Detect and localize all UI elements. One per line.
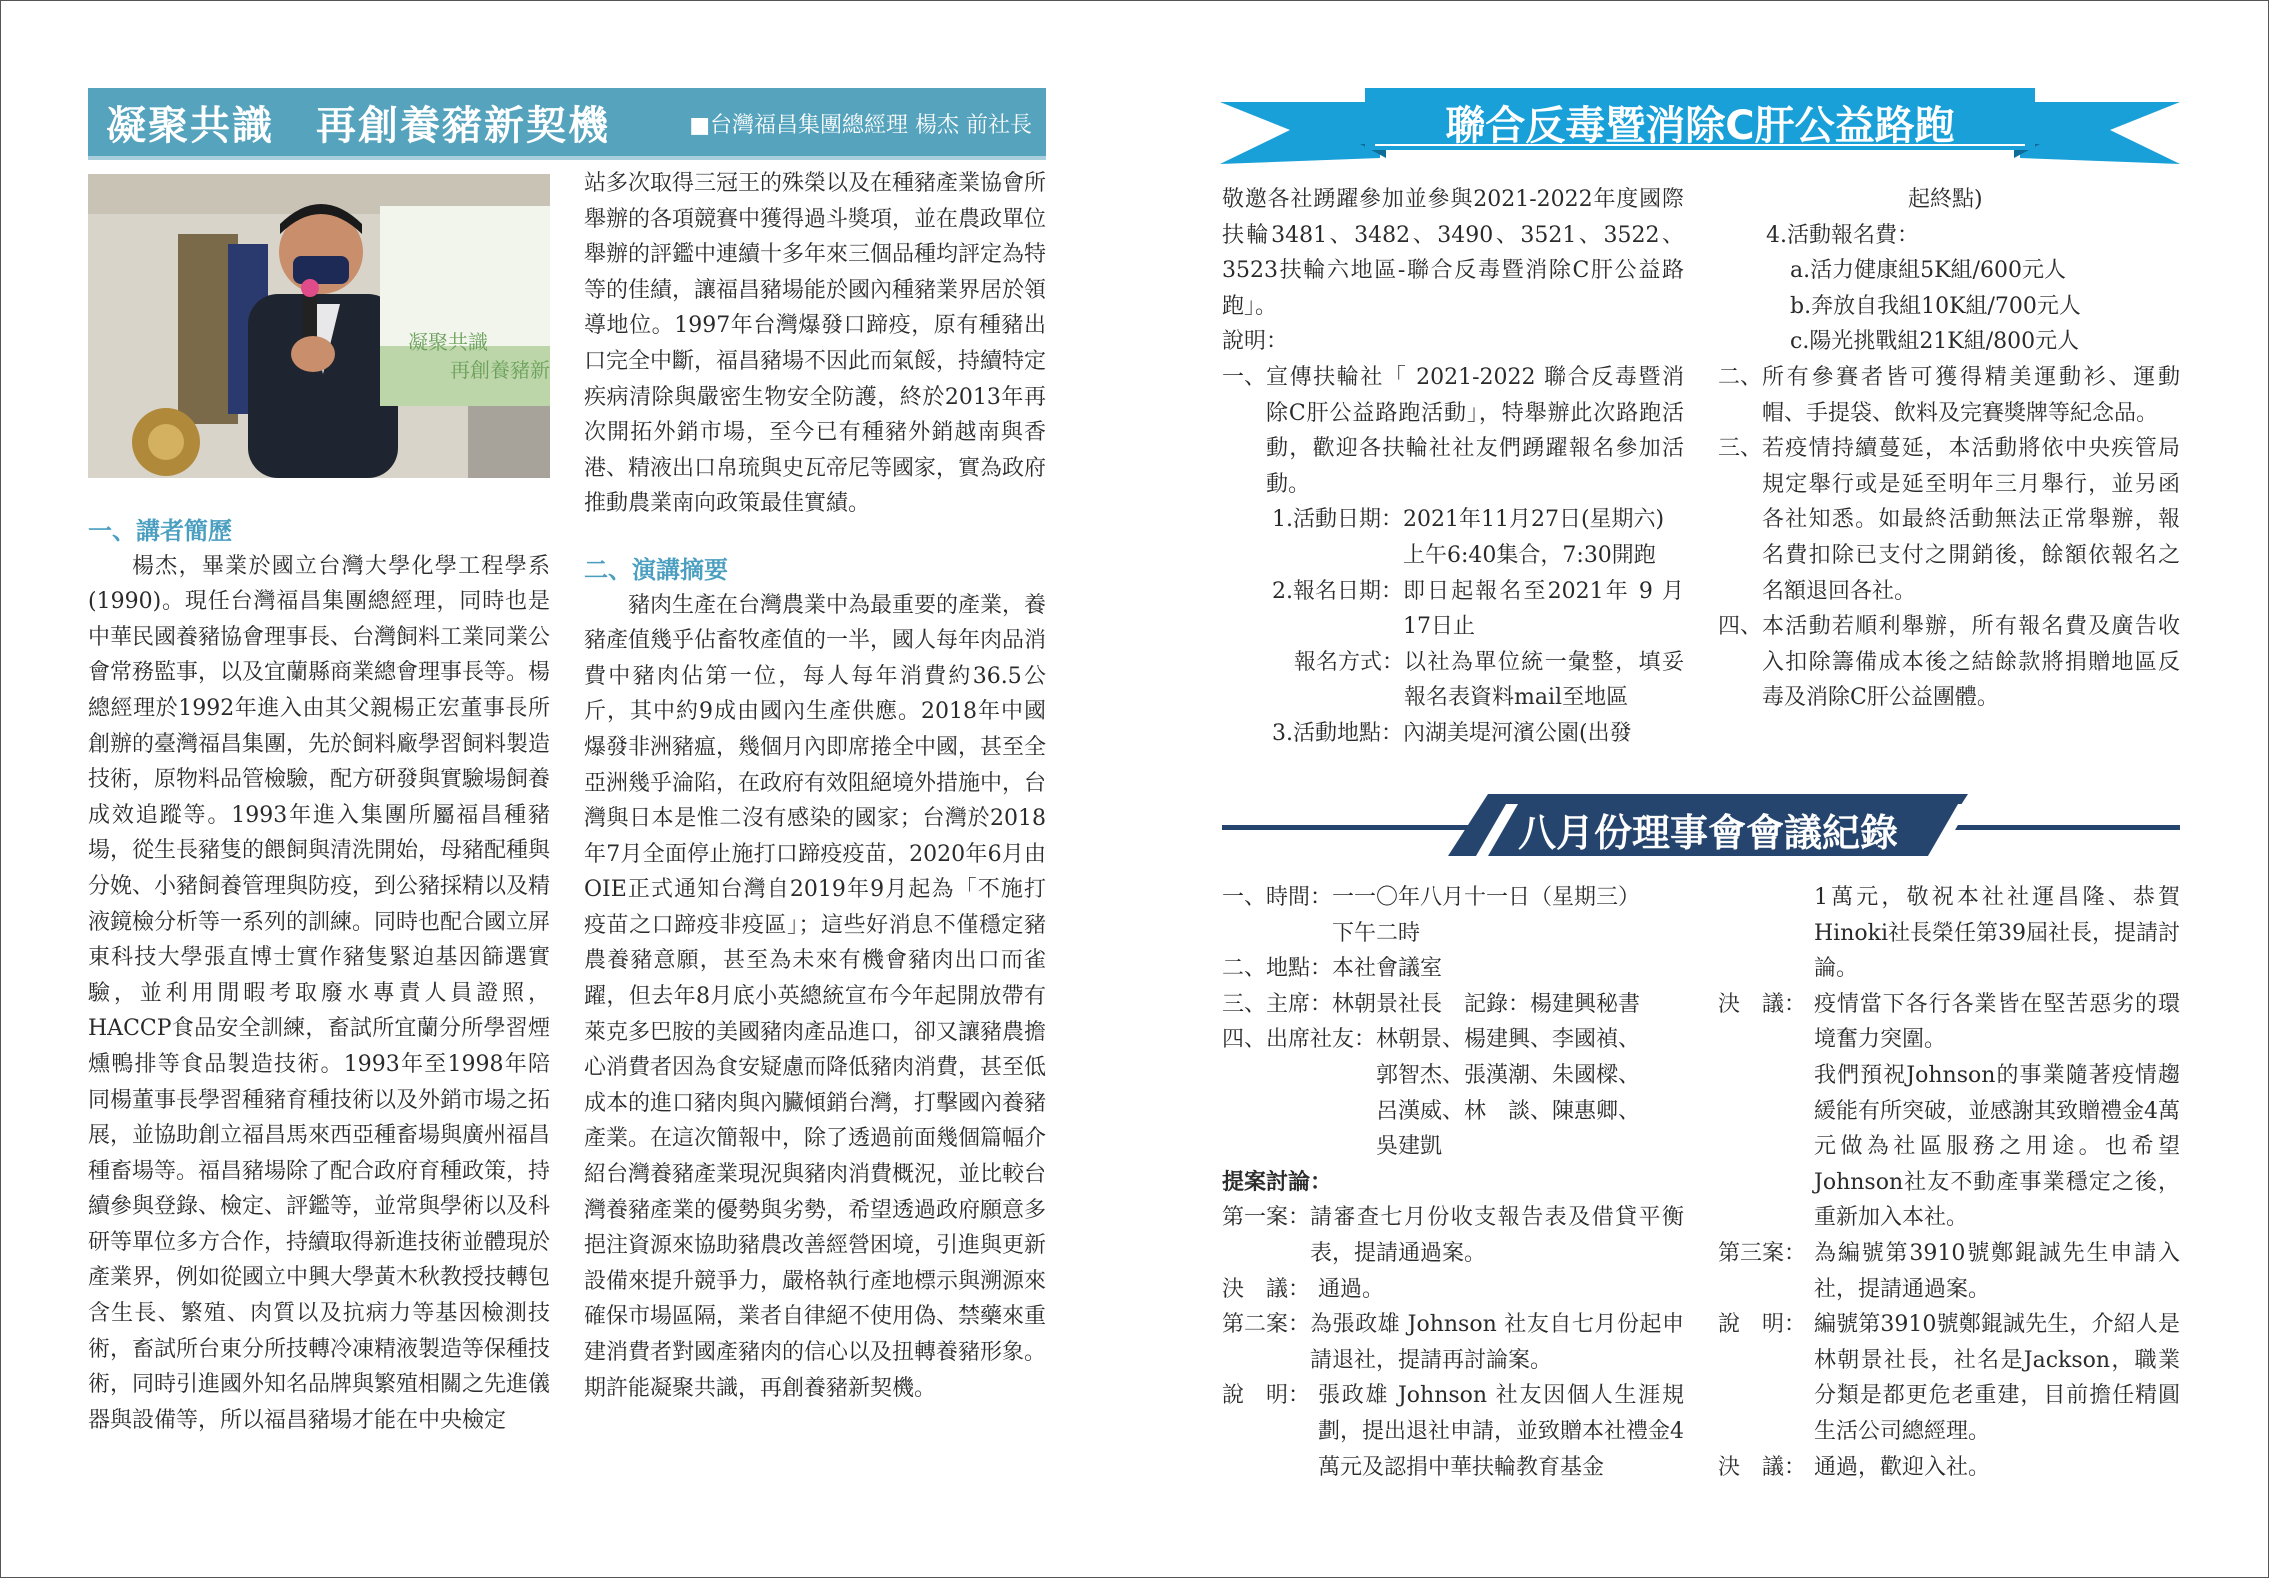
desc3-text: 編號第3910號鄭錕誠先生，介紹人是林朝景社長，社名是Jackson，職業分類是都更危老重建，目前擔任精圓生活公司總經理。 — [1814, 1312, 2180, 1444]
meeting-place-value: 本社會議室 — [1332, 956, 1443, 982]
meeting-column-left — [1222, 880, 1684, 1485]
section-heading-summary: 二、演講摘要 — [584, 554, 728, 584]
run-date-line2: 上午6:40集合，7:30開跑 — [1403, 542, 1656, 568]
run-item3-text: 若疫情持續蔓延，本活動將依中央疾管局規定舉行或是延至明年三月舉行，並另函各社知悉。如最終活動無法正常舉辦，報名費扣除已支付之開銷後，餘額依報名之名額退回各社。 — [1762, 436, 2180, 604]
run-column-right — [1718, 182, 2180, 716]
meeting-attend-line3: 呂漢威、林 談、陳惠卿、 — [1376, 1098, 1641, 1124]
meeting-attend-line1: 林朝景、楊建興、李國禎、 — [1376, 1027, 1641, 1053]
speaker-photo — [88, 174, 550, 478]
article-title-banner — [88, 88, 1046, 160]
run-reg-value: 即日起報名至2021年 9 月17日止 — [1403, 578, 1684, 640]
run-reg-label: 2.報名日期： — [1272, 578, 1403, 604]
res2-text: 疫情當下各行各業皆在堅苦惡劣的環境奮力突圍。 — [1814, 991, 2180, 1053]
meeting-banner — [1448, 794, 1968, 856]
run-item4-text: 本活動若順利舉辦，所有報名費及廣告收入扣除籌備成本後之結餘款將捐贈地區反毒及消除C肝公益團體。 — [1762, 614, 2180, 711]
res3-label: 決 議： — [1718, 1454, 1807, 1480]
case2-text: 為張政雄 Johnson 社友自七月份起申請退社，提請再討論案。 — [1310, 1312, 1684, 1373]
run-method-value: 以社為單位統一彙整，填妥報名表資料mail至地區 — [1404, 649, 1684, 711]
desc2-text: 張政雄 Johnson 社友因個人生涯規劃，提出退社申請，並致贈本社禮金4萬元及認捐中華扶輪教育基金 — [1318, 1383, 1684, 1480]
presentation-screen — [380, 206, 550, 406]
meeting-chair-value: 林朝景社長 記錄：楊建興秘書 — [1332, 991, 1641, 1017]
meeting-time-label: 一、時間： — [1222, 885, 1333, 910]
run-place-value: 內湖美堤河濱公園(出發 — [1403, 720, 1632, 746]
res1-label: 決 議： — [1222, 1276, 1311, 1302]
bio-paragraph-cont: 站多次取得三冠王的殊榮以及在種豬產業協會所舉辦的各項競賽中獲得過斗獎項，並在農政單位舉辦的評鑑中連續十多年來三個品種均評定為特等的佳績，讓福昌豬場能於國內種豬業界居於領導地位。1997年台灣爆發口蹄疫，原有種豬出口完全中斷，福昌豬場不因此而氣餒，持續特定疾病清除與嚴密生物安全防護，終於2013年再次開拓外銷市場，至今已有種豬外銷越南與香港、精液出口帛琉與史瓦帝尼等國家，實為政府推動農業南向政策最佳實績。 — [584, 171, 1047, 517]
run-date-label: 1.活動日期： — [1272, 507, 1403, 533]
case3-label: 第三案： — [1718, 1240, 1807, 1266]
run-item1-num: 一、 — [1222, 364, 1267, 390]
meeting-chair-label: 三、主席： — [1222, 991, 1333, 1017]
run-fee-a: a.活力健康組5K組/600元人 — [1790, 258, 2066, 284]
res3-text: 通過，歡迎入社。 — [1814, 1454, 1991, 1480]
run-item2-num: 二、 — [1718, 364, 1763, 390]
case3-text: 為編號第3910號鄭錕誠先生申請入社，提請通過案。 — [1814, 1240, 2180, 1302]
run-date-line1: 2021年11月27日(星期六) — [1403, 507, 1665, 533]
meeting-proposal-head: 提案討論： — [1222, 1168, 1333, 1195]
meeting-column-right — [1718, 880, 2180, 1485]
run-column-left — [1222, 182, 1684, 752]
run-banner-title: 聯合反毒暨消除C肝公益路跑 — [1445, 103, 1955, 149]
run-fee-b: b.奔放自我組10K組/700元人 — [1790, 293, 2081, 319]
run-desc-label: 說明： — [1222, 329, 1289, 355]
case1-text: 請審查七月份收支報告表及借貸平衡表，提請通過案。 — [1310, 1205, 1684, 1266]
article-author: ■台灣福昌集團總經理 楊杰 前社長 — [689, 113, 1032, 138]
article-column-1 — [88, 513, 550, 1438]
res2-text2: 我們預祝Johnson的事業隨著疫情趨緩能有所突破，並感謝其致贈禮金4萬元做為社區服務之用途。也希望Johnson社友不動產事業穩定之後，重新加入本社。 — [1814, 1062, 2180, 1231]
meeting-time-value2: 下午二時 — [1332, 920, 1421, 946]
summary-paragraph: 豬肉生產在台灣農業中為最重要的產業，養豬產值幾乎佔畜牧產值的一半，國人每年肉品消費中豬肉佔第一位，每人每年消費約36.5公斤，其中約9成由國內生產供應。2018年中國爆發非洲豬瘟，幾個月內即席捲全中國，甚至全亞洲幾乎淪陷，在政府有效阻絕境外措施中，台灣與日本是惟二沒有感染的國家；台灣於2018年7月全面停止施打口蹄疫疫苗，2020年6月由OIE正式通知台灣自2019年9月起為「不施打疫苗之口蹄疫非疫區」；這些好消息不僅穩定豬農養豬意願，甚至為未來有機會豬肉出口而雀躍，但去年8月底小英總統宣布今年起開放帶有萊克多巴胺的美國豬肉產品進口，卻又讓豬農擔心消費者因為食安疑慮而降低豬肉消費，甚至低成本的進口豬肉與內臟傾銷台灣，打擊國內養豬產業。在這次簡報中，除了透過前面幾個篇幅介紹台灣養豬產業現況與豬肉消費概況，並比較台灣養豬產業的優勢與劣勢，希望透過政府願意多挹注資源來協助豬農改善經營困境，引進與更新設備來提升競爭力，嚴格執行產地標示與溯源來確保市場區隔，業者自律絕不使用偽、禁藥來重建消費者對國產豬肉的信心以及扭轉養豬形象。期許能凝聚共識，再創養豬新契機。 — [584, 592, 1047, 1401]
meeting-time-value: 一一〇年八月十一日（星期三） — [1332, 885, 1641, 910]
meeting-attend-line4: 吳建凱 — [1376, 1134, 1443, 1160]
run-item4-num: 四、 — [1718, 614, 1763, 640]
run-item2-text: 所有參賽者皆可獲得精美運動衫、運動帽、手提袋、飲料及完賽獎牌等紀念品。 — [1762, 364, 2180, 426]
desc2-label: 說 明： — [1222, 1383, 1311, 1409]
run-fee-label: 4.活動報名費： — [1766, 222, 1919, 248]
run-fee-c: c.陽光挑戰組21K組/800元人 — [1790, 329, 2080, 355]
article-title: 凝聚共識 再創養豬新契機 — [106, 103, 610, 149]
meeting-place-label: 二、地點： — [1222, 956, 1333, 982]
res1-text: 通過。 — [1318, 1276, 1385, 1302]
run-item3-num: 三、 — [1718, 436, 1763, 462]
res2-label: 決 議： — [1718, 991, 1807, 1017]
screen-text-2: 再創養豬新 — [450, 358, 550, 382]
article-column-2 — [584, 166, 1046, 1406]
run-place-cont: 起終點) — [1908, 187, 1983, 212]
desc3-label: 說 明： — [1718, 1312, 1807, 1338]
section-heading-bio: 一、講者簡歷 — [88, 516, 232, 545]
run-place-label: 3.活動地點： — [1272, 720, 1403, 746]
desc2-cont: 1萬元，敬祝本社社運昌隆、恭賀Hinoki社長榮任第39屆社長，提請討論。 — [1814, 885, 2180, 982]
run-banner — [1220, 88, 2180, 168]
bio-paragraph: 楊杰，畢業於國立台灣大學化學工程學系(1990)。現任台灣福昌集團總經理，同時也是中華民國養豬協會理事長、台灣飼料工業同業公會常務監事，以及宜蘭縣商業總會理事長等。楊總經理於1992年進入由其父親楊正宏董事長所創辦的臺灣福昌集團，先於飼料廠學習飼料製造技術，原物料品管檢驗，配方研發與實驗場飼養成效追蹤等。1993年進入集團所屬福昌種豬場，從生長豬隻的餵飼與清洗開始，母豬配種與分娩、小豬飼養管理與防疫，到公豬採精以及精液鏡檢分析等一系列的訓練。同時也配合國立屏東科技大學張直博士實作豬隻緊迫基因篩選實驗，並利用閒暇考取廢水專責人員證照，HACCP食品安全訓練，畜試所宜蘭分所學習煙燻鴨排等食品製造技術。1993年至1998年陪同楊董事長學習種豬育種技術以及外銷市場之拓展，並協助創立福昌馬來西亞種畜場與廣州福昌種畜場等。福昌豬場除了配合政府育種政策，持續參與登錄、檢定、評鑑等，並常與學術以及科研等單位多方合作，持續取得新進技術並體現於產業界，例如從國立中興大學黃木秋教授技轉包含生長、繁殖、肉質以及抗病力等基因檢測技術，畜試所台東分所技轉冷凍精液製造等保種技術，同時引進國外知名品牌與繁殖相關之先進儀器與設備等，所以福昌豬場才能在中央檢定 — [88, 553, 551, 1433]
meeting-banner-title: 八月份理事會會議紀錄 — [1517, 811, 1898, 855]
case1-label: 第一案： — [1222, 1205, 1311, 1231]
meeting-attend-label: 四、出席社友： — [1222, 1027, 1377, 1053]
run-item1-text: 宣傳扶輪社「 2021-2022 聯合反毒暨消除C肝公益路跑活動」，特舉辦此次路跑活動，歡迎各扶輪社社友們踴躍報名參加活動。 — [1266, 364, 1684, 497]
meeting-attend-line2: 郭智杰、張漢潮、朱國樑、 — [1376, 1062, 1641, 1088]
screen-text-1: 凝聚共識 — [408, 330, 488, 354]
case2-label: 第二案： — [1222, 1312, 1311, 1338]
run-intro: 敬邀各社踴躍參加並參與2021-2022年度國際扶輪3481、3482、3490、3521、3522、3523扶輪六地區-聯合反毒暨消除C肝公益路跑」。 — [1222, 187, 1684, 319]
run-method-label: 報名方式： — [1294, 649, 1405, 675]
